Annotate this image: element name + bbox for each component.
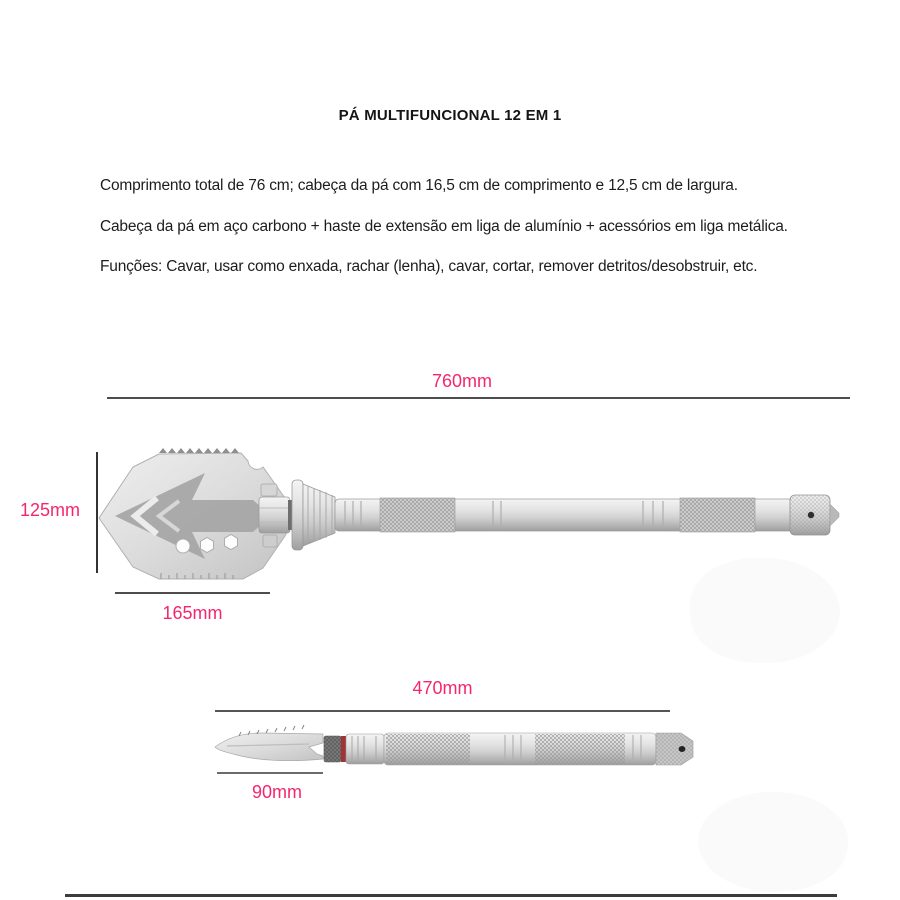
dim-label-head-width: 125mm (20, 500, 81, 520)
knife-blade (215, 725, 323, 761)
knife-handle (324, 733, 693, 765)
knurled-grip (535, 734, 625, 764)
knife-illustration (205, 716, 705, 786)
dim-line-blade-length (217, 772, 323, 774)
description-line-3: Funções: Cavar, usar como enxada, rachar (lenha), cavar, cortar, remover detritos/desobstruir, etc. (100, 258, 758, 275)
faint-photo-blob (698, 792, 848, 892)
dim-label-total-length: 760mm (431, 371, 493, 391)
dim-line-knife-length (215, 710, 670, 712)
knurled-grip (680, 498, 755, 532)
dim-label-head-length: 165mm (162, 603, 223, 623)
shovel-shaft (335, 495, 839, 535)
glass-breaker-tip (830, 504, 839, 526)
serrated-edge (159, 448, 239, 453)
dim-line-head-width (96, 452, 98, 573)
knurled-grip (380, 498, 455, 532)
dim-label-blade-length: 90mm (251, 782, 302, 802)
description-line-2: Cabeça da pá em aço carbono + haste de extensão em liga de alumínio + acessórios em liga metálica. (100, 218, 788, 235)
lanyard-hole (679, 746, 686, 752)
knurled-grip (386, 734, 470, 764)
cap-hole (808, 512, 814, 518)
shovel-hinge (259, 480, 335, 550)
shovel-illustration (95, 440, 840, 600)
description-line-1: Comprimento total de 76 cm; cabeça da pá com 16,5 cm de comprimento e 12,5 cm de largura. (100, 177, 738, 194)
dim-line-head-length (115, 592, 270, 594)
page-title: PÁ MULTIFUNCIONAL 12 EM 1 (338, 107, 562, 124)
red-ring (341, 736, 346, 762)
dim-label-knife-length: 470mm (412, 678, 473, 698)
bottom-divider (65, 894, 837, 897)
dim-line-total-length (107, 397, 850, 399)
